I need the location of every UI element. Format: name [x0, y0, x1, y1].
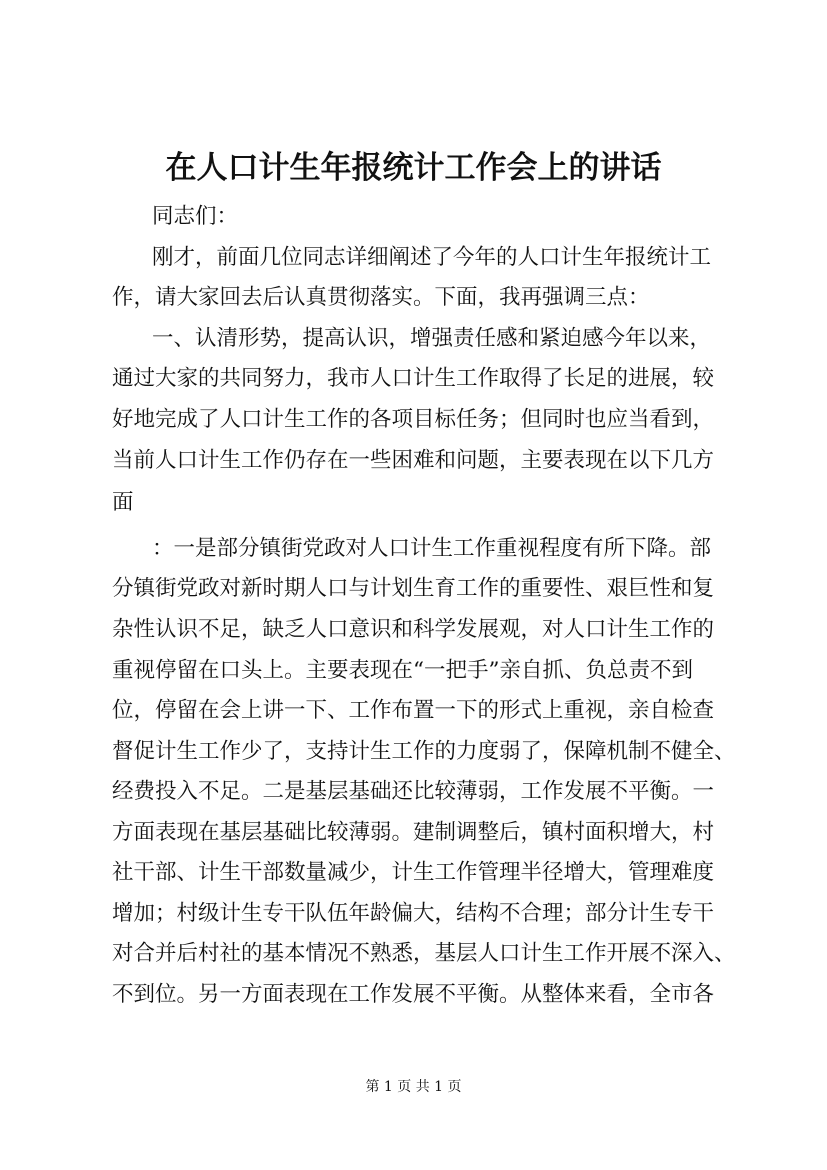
- paragraph-line: 对合并后村社的基本情况不熟悉，基层人口计生工作开展不深入、: [112, 941, 736, 966]
- paragraph-line: 分镇街党政对新时期人口与计划生育工作的重要性、艰巨性和复: [112, 576, 715, 601]
- paragraph-line: 当前人口计生工作仍存在一些困难和问题，主要表现在以下几方: [112, 448, 715, 473]
- paragraph-line: 重视停留在口头上。主要表现在“一把手”亲自抓、负总责不到: [112, 658, 693, 683]
- paragraph-line: 社干部、计生干部数量减少，计生工作管理半径增大，管理难度: [112, 860, 715, 885]
- paragraph-line: 督促计生工作少了，支持计生工作的力度弱了，保障机制不健全、: [112, 739, 736, 764]
- paragraph-line: ：一是部分镇街党政对人口计生工作重视程度有所下降。部: [152, 536, 712, 561]
- page-footer: 第 1 页 共 1 页: [365, 1079, 462, 1095]
- paragraph-line: 位，停留在会上讲一下、工作布置一下的形式上重视，亲自检查: [112, 698, 715, 723]
- paragraph-line: 同志们：: [152, 204, 239, 229]
- paragraph-line: 杂性认识不足，缺乏人口意识和科学发展观，对人口计生工作的: [112, 617, 715, 642]
- paragraph-line: 不到位。另一方面表现在工作发展不平衡。从整体来看，全市各: [112, 982, 715, 1007]
- paragraph-line: 刚才，前面几位同志详细阐述了今年的人口计生年报统计工: [152, 245, 712, 270]
- paragraph-line: 一、认清形势，提高认识，增强责任感和紧迫感今年以来，: [152, 326, 712, 351]
- paragraph-line: 好地完成了人口计生工作的各项目标任务；但同时也应当看到，: [112, 407, 715, 432]
- paragraph-line: 通过大家的共同努力，我市人口计生工作取得了长足的进展，较: [112, 366, 715, 391]
- paragraph-line: 面: [112, 490, 134, 515]
- paragraph-line: 增加；村级计生专干队伍年龄偏大，结构不合理；部分计生专干: [112, 901, 715, 926]
- paragraph-line: 作，请大家回去后认真贯彻落实。下面，我再强调三点：: [112, 285, 650, 310]
- paragraph-line: 方面表现在基层基础比较薄弱。建制调整后，镇村面积增大，村: [112, 820, 715, 845]
- document-title: 在人口计生年报统计工作会上的讲话: [165, 150, 662, 186]
- paragraph-line: 经费投入不足。二是基层基础还比较薄弱，工作发展不平衡。一: [112, 779, 715, 804]
